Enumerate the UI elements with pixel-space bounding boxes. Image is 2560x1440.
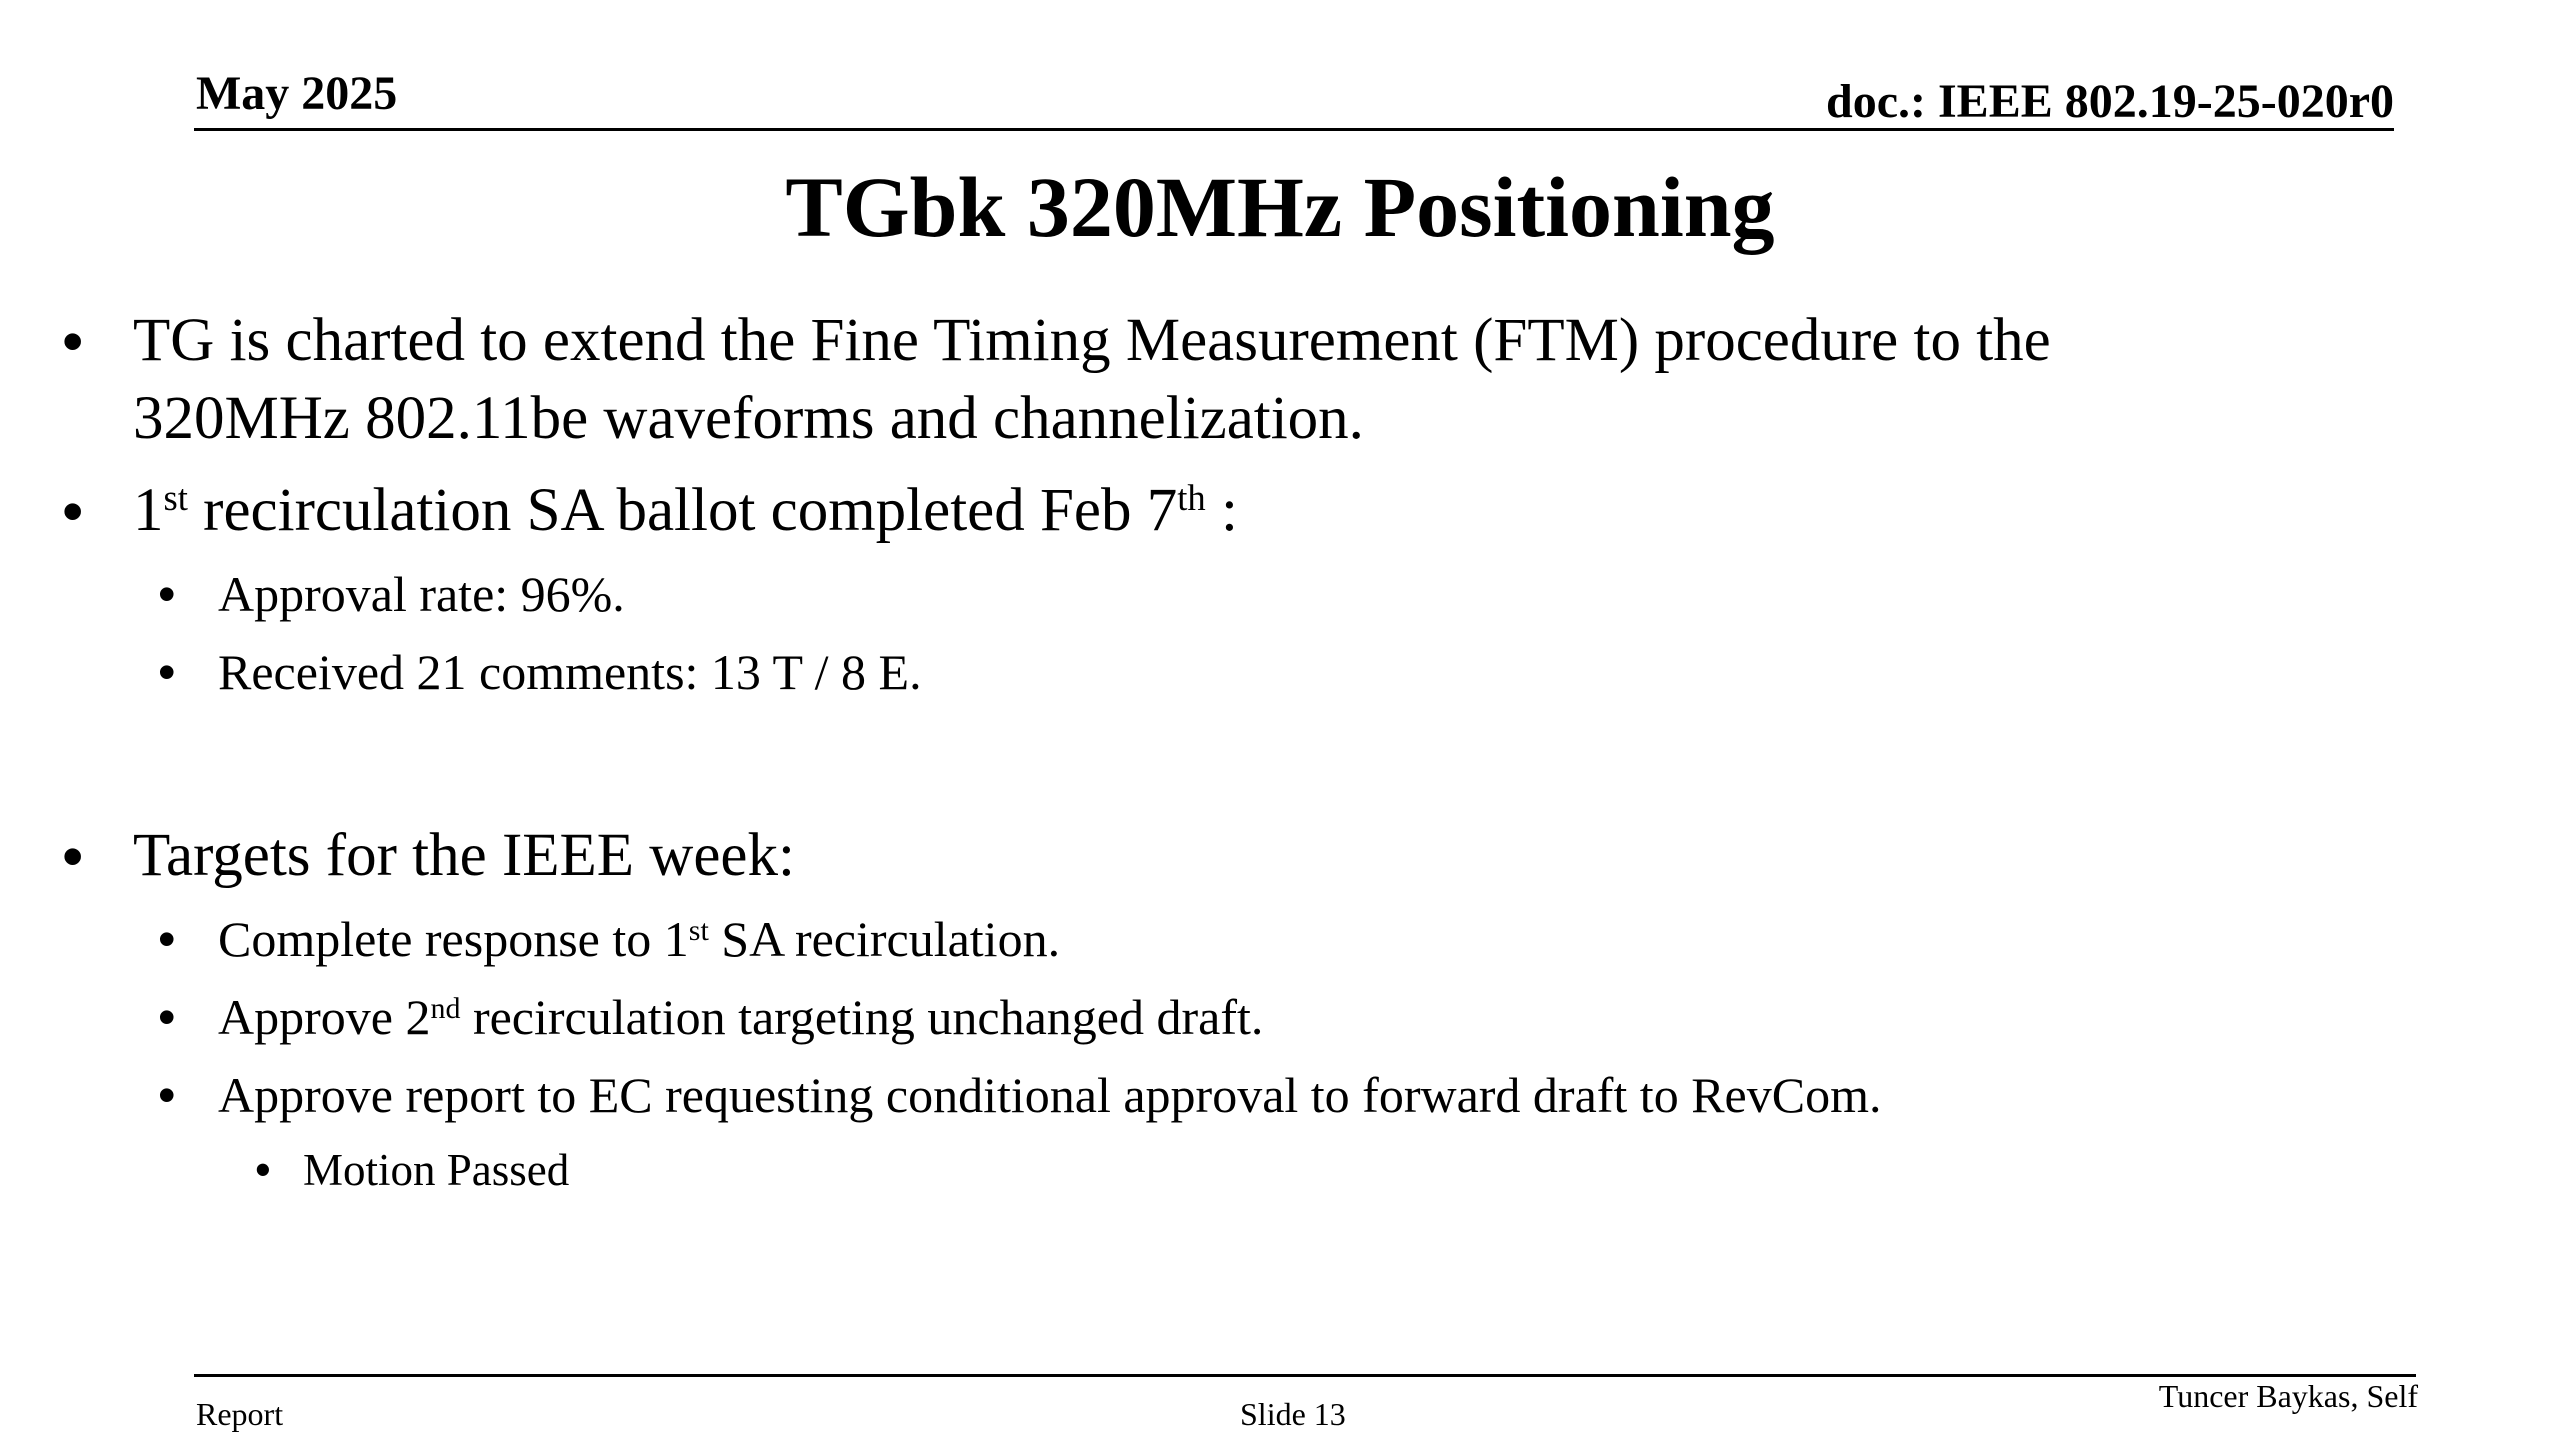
bullet-marker: • — [158, 1067, 176, 1123]
text-segment: 1 — [133, 477, 164, 544]
bullet-marker: • — [62, 822, 84, 890]
bullet-text: Received 21 comments: 13 T / 8 E. — [218, 644, 922, 700]
bullet-text: Targets for the IEEE week: — [133, 822, 795, 889]
bullet-marker: • — [158, 644, 176, 700]
superscript: nd — [430, 991, 461, 1025]
footer-author: Tuncer Baykas, Self — [2158, 1378, 2418, 1414]
footer-divider — [194, 1374, 2416, 1377]
bullet-text — [218, 900, 1060, 978]
bullet-text: Motion Passed — [303, 1145, 570, 1195]
bullet-marker: • — [158, 989, 176, 1045]
footer-report-label: Report — [196, 1396, 284, 1432]
text-segment: Approve 2 — [218, 989, 431, 1045]
text-segment: SA recirculation. — [708, 911, 1061, 967]
slide-title: TGbk 320MHz Positioning — [785, 159, 1775, 255]
header-doc-id: doc.: IEEE 802.19-25-020r0 — [1826, 75, 2394, 128]
header-divider — [194, 128, 2394, 131]
header-date: May 2025 — [196, 67, 398, 120]
bullet-text-line: 320MHz 802.11be waveforms and channelization. — [133, 385, 1364, 452]
bullet-marker: • — [255, 1144, 271, 1195]
bullet-text — [133, 472, 1238, 550]
superscript: st — [163, 476, 188, 518]
bullet-marker: • — [62, 477, 84, 545]
text-segment: : — [1205, 477, 1238, 544]
bullet-text: Approval rate: 96%. — [218, 566, 625, 622]
bullet-text-line: TG is charted to extend the Fine Timing Measurement (FTM) procedure to the — [133, 307, 2051, 374]
text-segment: Complete response to 1 — [218, 911, 689, 967]
superscript: th — [1177, 476, 1206, 518]
text-segment: recirculation targeting unchanged draft. — [460, 989, 1264, 1045]
superscript: st — [688, 913, 709, 947]
bullet-text: Approve report to EC requesting conditional approval to forward draft to RevCom. — [218, 1067, 1882, 1123]
footer-slide-number: Slide 13 — [1240, 1396, 1346, 1432]
bullet-marker: • — [62, 307, 84, 375]
bullet-marker: • — [158, 911, 176, 967]
text-segment: recirculation SA ballot completed Feb 7 — [187, 477, 1178, 544]
bullet-marker: • — [158, 566, 176, 622]
bullet-text — [218, 978, 1263, 1056]
